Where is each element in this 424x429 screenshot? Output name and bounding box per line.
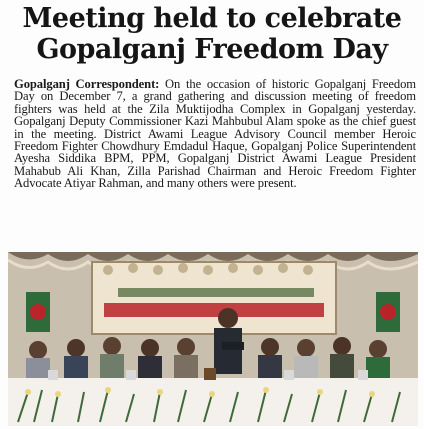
stage-banner (92, 262, 336, 334)
headline-line-1: Meeting held to celebrate (22, 3, 402, 34)
headline (0, 4, 424, 65)
article-body (14, 78, 416, 190)
event-photo (8, 252, 418, 426)
banner-text-line-2 (104, 303, 324, 317)
article-text: On the occasion of historic Gopalganj Freedom Day on December 7, a grand gathering and discussion meeting of freedom fighters was held at the Zila Muktijodha Complex in Gopalganj yesterday. Gopalganj Deputy Commissioner Kazi Mahbubul Alam spoke as the chief guest in the meeting. District Awami League Advisory Council member Heroic Freedom Fighter Chowdhury Emdadul Haque, Gopalganj Police Superintendent Ayesha Siddika BPM, PPM, Gopalganj District Awami League President Mahabub Ali Khan, Zilla Parishad Chairman and Heroic Freedom Fighter Advocate Atiyar Rahman, and many others were present. (14, 77, 416, 191)
event-photo-illustration (8, 252, 418, 426)
byline: Gopalganj Correspondent: (14, 77, 166, 91)
banner-text-line-1 (118, 288, 314, 297)
headline-line-2: Gopalganj Freedom Day (36, 34, 388, 65)
table-cloth (8, 378, 418, 426)
